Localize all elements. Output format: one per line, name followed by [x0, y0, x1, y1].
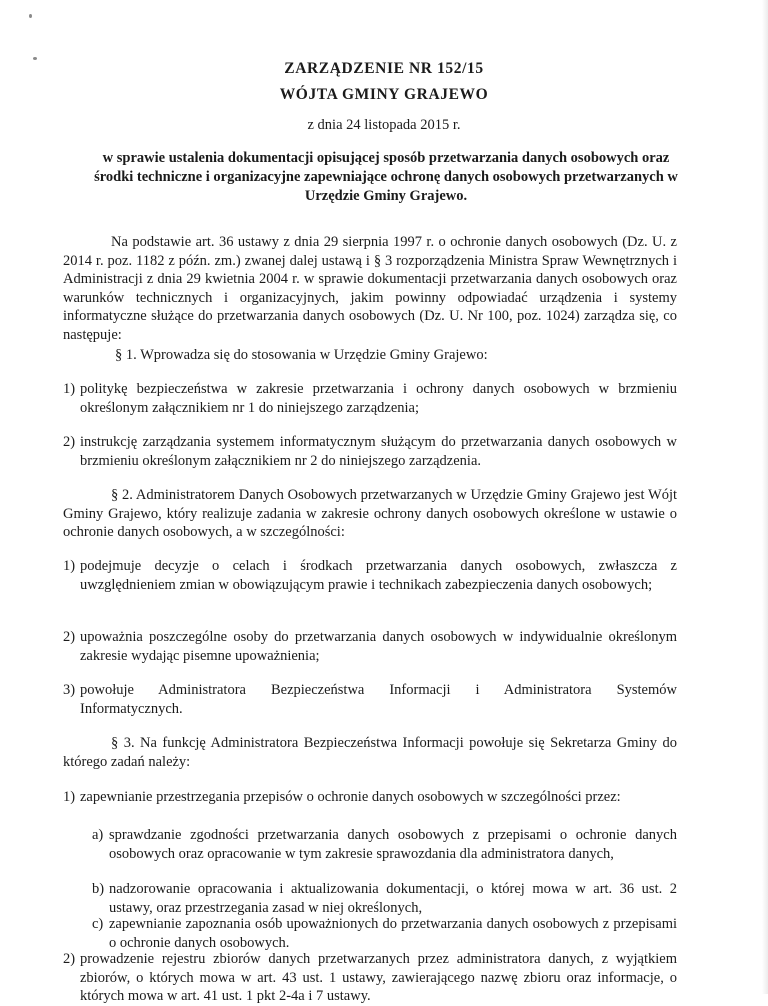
item-number: 1): [63, 558, 76, 574]
section-3-subitem: [92, 880, 677, 917]
section-3-item: [63, 788, 677, 807]
subitem-letter: b): [92, 881, 105, 897]
item-number: 2): [63, 951, 76, 967]
intro-paragraph: Na podstawie art. 36 ustawy z dnia 29 sierpnia 1997 r. o ochronie danych osobowych (Dz. U. z 2014 r. poz. 1182 z późn. zm.) zwanej dalej ustawą i § 3 rozporządzenia Ministra Spraw Wewnętrznych i Administracji z dnia 29 kwietnia 2004 r. w sprawie dokumentacji przetwarzania danych osobowych oraz warunków technicznych i organizacyjnych, jakim powinny odpowiadać urządzenia i systemy informatyczne służące do przetwarzania danych osobowych (Dz. U. Nr 100, poz. 1024) zarządza się, co następuje:: [63, 234, 677, 343]
item-text: instrukcję zarządzania systemem informatycznym służącym do przetwarzania danych osobowych w brzmieniu określonym załącznikiem nr 2 do niniejszego zarządzenia.: [80, 434, 677, 469]
section-1-item: [63, 380, 677, 417]
document-title: ZARZĄDZENIE NR 152/15: [284, 60, 484, 77]
scan-speck: [29, 14, 32, 18]
subitem-text: sprawdzanie zgodności przetwarzania danych osobowych z przepisami o ochronie danych osobowych oraz opracowanie w tym zakresie sprawozdania dla administratora danych,: [109, 827, 677, 862]
section-3-subitem: [92, 826, 677, 863]
item-text: politykę bezpieczeństwa w zakresie przetwarzania i ochrony danych osobowych w brzmieniu określonym załącznikiem nr 1 do niniejszego zarządzenia;: [80, 381, 677, 416]
section-2-item: [63, 681, 677, 718]
item-number: 2): [63, 434, 76, 450]
document-issuer: WÓJTA GMINY GRAJEWO: [279, 86, 489, 103]
document-date: z dnia 24 listopada 2015 r.: [307, 117, 461, 133]
section-2-paragraph: § 2. Administratorem Danych Osobowych przetwarzanych w Urzędzie Gminy Grajewo jest Wójt Gminy Grajewo, który realizuje zadania w zakresie ochrony danych osobowych określone w ustawie o ochronie danych osobowych, a w szczególności:: [63, 487, 677, 540]
section-3-paragraph: § 3. Na funkcję Administratora Bezpieczeństwa Informacji powołuje się Sekretarza Gminy do którego zadań należy:: [63, 735, 677, 770]
section-2-item: [63, 557, 677, 594]
item-text-continuation: Informatycznych.: [80, 700, 183, 717]
subitem-letter: c): [92, 916, 104, 932]
section-1-item: [63, 433, 677, 470]
section-3-subitem: [92, 915, 677, 952]
item-number: 2): [63, 629, 76, 645]
item-text: prowadzenie rejestru zbiorów danych przetwarzanych przez administratora danych, z wyjątkiem zbiorów, o których mowa w art. 43 ust. 1 ustawy, zawierającego nazwę zbioru oraz informacje, o których mowa w art. 41 ust. 1 pkt 2-4a i 7 ustawy.: [80, 951, 677, 1004]
section-3-item: [63, 950, 677, 1006]
scan-edge-shadow: [762, 0, 768, 994]
document-subject: w sprawie ustalenia dokumentacji opisującej sposób przetwarzania danych osobowych oraz środki techniczne i organizacyjne zapewniające ochronę danych osobowych przetwarzanych w Urzędzie Gminy Grajewo.: [94, 150, 678, 204]
item-text: powołuje Administratora Bezpieczeństwa Informacji i Administratora Systemów: [80, 682, 677, 698]
item-number: 1): [63, 789, 76, 805]
subitem-text: zapewnianie zapoznania osób upoważnionych do przetwarzania danych osobowych z przepisami o ochronie danych osobowych.: [109, 916, 677, 951]
section-2-item: [63, 628, 677, 665]
subitem-text: nadzorowanie opracowania i aktualizowania dokumentacji, o której mowa w art. 36 ust. 2 ustawy, oraz przestrzegania zasad w niej określonych,: [109, 881, 677, 916]
section-1-heading: § 1. Wprowadza się do stosowania w Urzędzie Gminy Grajewo:: [115, 347, 488, 363]
item-text: podejmuje decyzje o celach i środkach przetwarzania danych osobowych, zwłaszcza z uwzględnieniem zmian w obowiązującym prawie i technikach zabezpieczenia danych osobowych;: [80, 558, 677, 593]
subitem-letter: a): [92, 827, 104, 843]
item-number: 3): [63, 682, 76, 698]
item-text: zapewnianie przestrzegania przepisów o ochronie danych osobowych w szczególności przez:: [80, 789, 621, 805]
item-text: upoważnia poszczególne osoby do przetwarzania danych osobowych w indywidualnie określonym zakresie wydając pisemne upoważnienia;: [80, 629, 677, 664]
item-number: 1): [63, 381, 76, 397]
